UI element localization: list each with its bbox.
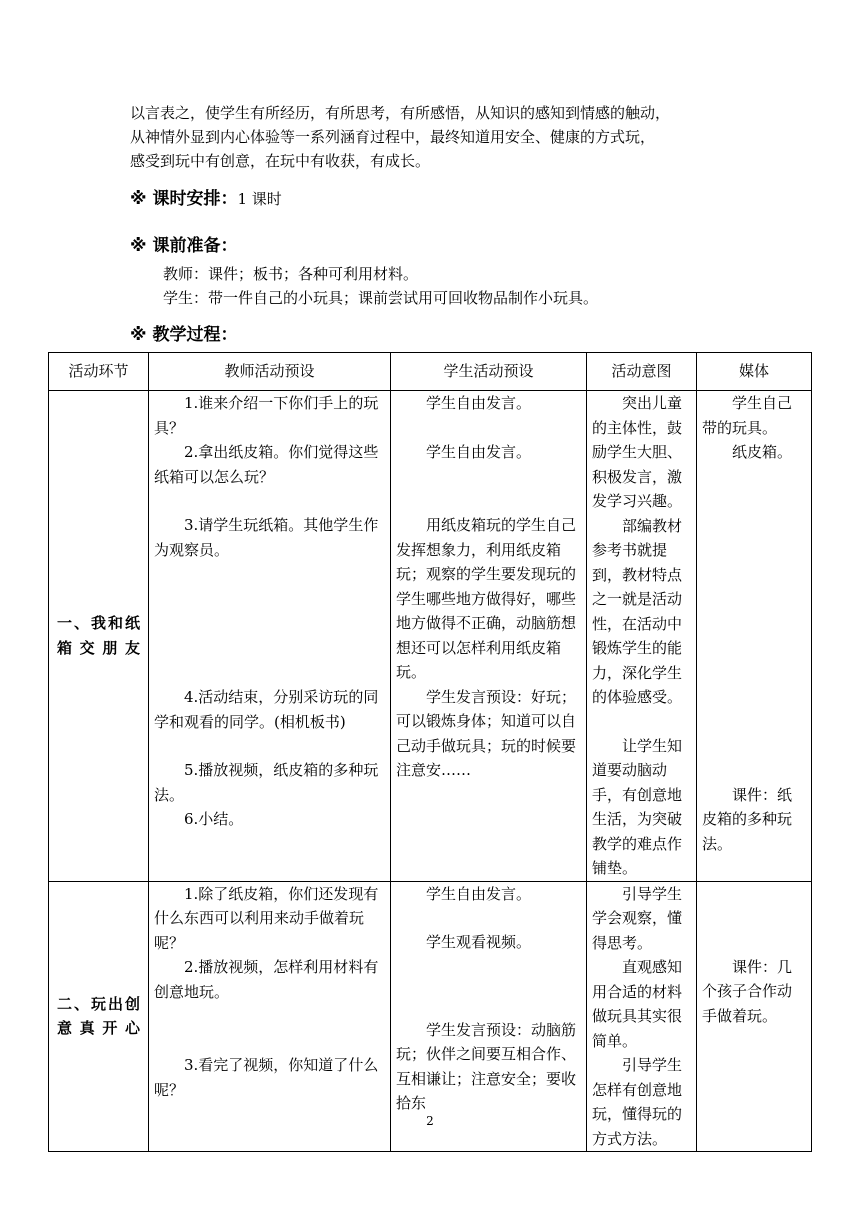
intent-text: 部编教材参考书就提到，教材特点之一就是活动性，在活动中锻炼学生的能力，深化学生的体验感受。	[592, 516, 683, 706]
intro-paragraph	[130, 101, 770, 173]
stage1-title: 一、我和纸箱交朋友	[49, 391, 149, 882]
teacher-step: 3.看完了视频，你知道了什么呢？	[154, 1056, 379, 1099]
media-text: 课件：几个孩子合作动手做着玩。	[702, 957, 793, 1025]
process-heading: ※ 教学过程：	[130, 325, 238, 345]
stage2-media	[697, 881, 812, 1152]
stage1-teacher	[149, 391, 391, 882]
intro-line: 从神情外显到内心体验等一系列涵育过程中，最终知道用安全、健康的方式玩，	[130, 128, 656, 146]
header-media: 媒体	[697, 353, 812, 391]
teacher-step: 2.拿出纸皮箱。你们觉得这些纸箱可以怎么玩？	[154, 443, 379, 486]
lesson-process-table	[48, 352, 812, 1152]
schedule-label: ※ 课时安排：	[130, 189, 238, 209]
header-intent: 活动意图	[587, 353, 697, 391]
stage1-media	[697, 391, 812, 882]
student-step: 学生发言预设：动脑筋玩；伙伴之间要互相合作、互相谦让；注意安全；要收拾东	[396, 1020, 577, 1112]
stage1-student	[391, 391, 587, 882]
media-text: 课件：纸皮箱的多种玩法。	[702, 785, 793, 853]
intent-text: 突出儿童的主体性，鼓励学生大胆、积极发言，激发学习兴趣。	[592, 394, 683, 510]
teacher-step: 2.播放视频，怎样利用材料有创意地玩。	[154, 958, 379, 1001]
table-row	[49, 391, 812, 882]
header-stage: 活动环节	[49, 353, 149, 391]
schedule-value: 1 课时	[237, 190, 282, 208]
stage1-intent	[587, 391, 697, 882]
intent-text: 引导学生怎样有创意地玩，懂得玩的方式方法。	[592, 1056, 683, 1148]
student-step: 学生观看视频。	[426, 933, 532, 951]
student-step: 学生自由发言。	[426, 394, 532, 412]
teacher-step: 1.谁来介绍一下你们手上的玩具？	[154, 394, 379, 437]
media-text: 纸皮箱。	[732, 443, 793, 461]
page-number: 2	[426, 1114, 434, 1128]
header-student: 学生活动预设	[391, 353, 587, 391]
stage2-title: 二、玩出创意真开心	[49, 881, 149, 1152]
stage2-teacher	[149, 881, 391, 1152]
header-teacher: 教师活动预设	[149, 353, 391, 391]
table-header-row	[49, 353, 812, 391]
stage2-intent	[587, 881, 697, 1152]
teacher-step: 5.播放视频，纸皮箱的多种玩法。	[154, 761, 379, 804]
student-step: 学生发言预设：好玩；可以锻炼身体；知道可以自己动手做玩具；玩的时候要注意安……	[396, 687, 577, 779]
intent-text: 让学生知道要动脑动手，有创意地生活，为突破教学的难点作铺垫。	[592, 736, 683, 877]
preparation-teacher: 教师：课件；板书；各种可利用材料。	[163, 265, 419, 283]
media-text: 学生自己带的玩具。	[702, 394, 793, 437]
intent-text: 引导学生学会观察，懂得思考。	[592, 884, 683, 952]
preparation-student: 学生：带一件自己的小玩具；课前尝试用可回收物品制作小玩具。	[163, 289, 599, 307]
student-step: 学生自由发言。	[426, 884, 532, 903]
teacher-step: 4.活动结束，分别采访玩的同学和观看的同学。(相机板书)	[154, 688, 379, 731]
table-row	[49, 881, 812, 1152]
intent-text: 直观感知用合适的材料做玩具其实很简单。	[592, 958, 683, 1050]
teacher-step: 6.小结。	[184, 810, 244, 828]
teacher-step: 1.除了纸皮箱，你们还发现有什么东西可以利用来动手做着玩呢？	[154, 884, 379, 952]
stage2-student	[391, 881, 587, 1152]
teacher-step: 3.请学生玩纸箱。其他学生作为观察员。	[154, 516, 379, 559]
preparation-heading: ※ 课前准备：	[130, 236, 238, 256]
intro-line: 以言表之，使学生有所经历，有所思考，有所感悟，从知识的感知到情感的触动，	[130, 104, 671, 122]
intro-line: 感受到玩中有创意，在玩中有收获，有成长。	[130, 152, 431, 170]
student-step: 用纸皮箱玩的学生自己发挥想象力，利用纸皮箱玩；观察的学生要发现玩的学生哪些地方做得好，哪些地方做得不正确，动脑筋想想还可以怎样利用纸皮箱玩。	[396, 516, 577, 681]
student-step: 学生自由发言。	[426, 442, 532, 461]
schedule-heading	[130, 184, 282, 209]
